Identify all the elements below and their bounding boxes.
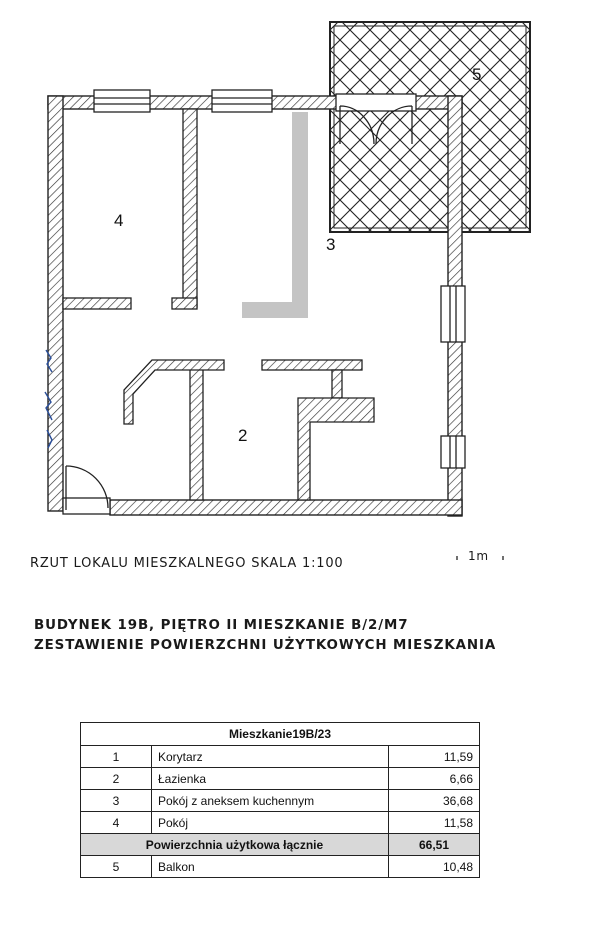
scale-bar-label: 1m	[468, 549, 489, 563]
room-area: 11,59	[389, 746, 480, 768]
total-row	[81, 834, 480, 856]
room-label-5: 5	[472, 65, 482, 84]
building-heading: BUDYNEK 19B, PIĘTRO II MIESZKANIE B/2/M7	[34, 618, 409, 633]
total-label: Powierzchnia użytkowa łącznie	[81, 834, 389, 856]
plan-title: RZUT LOKALU MIESZKALNEGO SKALA 1:100	[30, 556, 344, 571]
total-area: 66,51	[389, 834, 480, 856]
room-name: Korytarz	[152, 746, 389, 768]
row-number: 3	[81, 790, 152, 812]
table-row	[81, 790, 480, 812]
balcony-row	[81, 856, 480, 878]
room-label-3: 3	[326, 235, 336, 254]
table-row	[81, 812, 480, 834]
structural-column	[242, 112, 308, 318]
room-name: Łazienka	[152, 768, 389, 790]
room-area: 36,68	[389, 790, 480, 812]
area-summary-table	[80, 722, 480, 878]
room-name: Pokój z aneksem kuchennym	[152, 790, 389, 812]
room-name: Balkon	[152, 856, 389, 878]
room-area: 10,48	[389, 856, 480, 878]
entrance-door	[63, 466, 110, 514]
row-number: 5	[81, 856, 152, 878]
table-row	[81, 746, 480, 768]
table-title: Mieszkanie19B/23	[81, 723, 480, 746]
room-area: 6,66	[389, 768, 480, 790]
row-number: 2	[81, 768, 152, 790]
room-name: Pokój	[152, 812, 389, 834]
summary-heading: ZESTAWIENIE POWIERZCHNI UŻYTKOWYCH MIESZKANIA	[34, 638, 497, 653]
room-area: 11,58	[389, 812, 480, 834]
table-row	[81, 768, 480, 790]
row-number: 4	[81, 812, 152, 834]
table-header-row	[81, 723, 480, 746]
row-number: 1	[81, 746, 152, 768]
room-label-2: 2	[238, 426, 248, 445]
balcony	[330, 22, 530, 232]
room-label-4: 4	[114, 211, 124, 230]
interior-walls	[63, 109, 374, 500]
